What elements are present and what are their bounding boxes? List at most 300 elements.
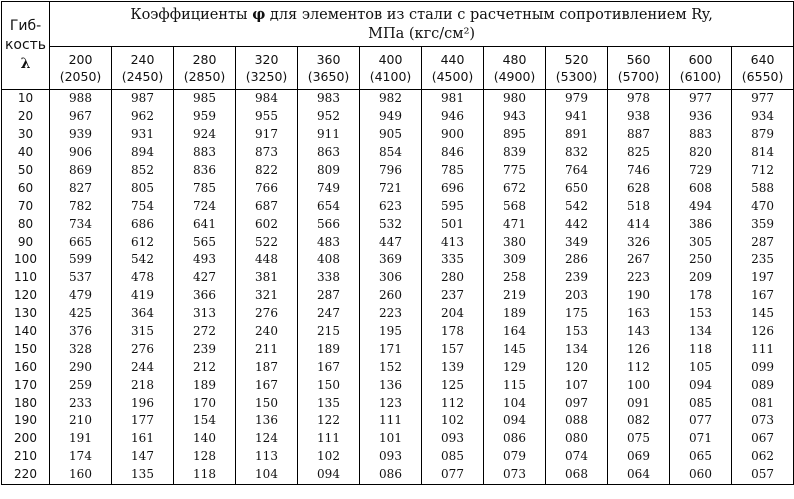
coefficient-cell: 981 [422, 90, 484, 108]
coefficient-cell: 152 [360, 358, 422, 376]
coefficient-cell: 120 [546, 358, 608, 376]
coefficient-cell: 359 [732, 215, 794, 233]
coefficient-cell: 364 [112, 305, 174, 323]
coefficient-cell: 160 [50, 466, 112, 484]
coefficient-cell: 764 [546, 162, 608, 180]
coefficient-cell: 641 [174, 215, 236, 233]
table-row [2, 108, 794, 126]
coefficient-cell: 111 [360, 412, 422, 430]
slenderness-cell: 80 [2, 215, 50, 233]
coefficient-cell: 073 [484, 466, 546, 484]
coefficient-cell: 211 [236, 340, 298, 358]
coefficient-cell: 924 [174, 126, 236, 144]
column-header [484, 47, 546, 90]
coefficient-cell: 112 [422, 394, 484, 412]
coefficient-cell: 984 [236, 90, 298, 108]
table-row [2, 197, 794, 215]
coefficient-cell: 079 [484, 448, 546, 466]
coefficient-cell: 887 [608, 126, 670, 144]
slenderness-cell: 150 [2, 340, 50, 358]
coefficient-cell: 939 [50, 126, 112, 144]
coefficient-cell: 107 [546, 376, 608, 394]
coefficient-cell: 147 [112, 448, 174, 466]
column-header-kgs: (4500) [431, 69, 474, 84]
coefficient-cell: 178 [422, 323, 484, 341]
coefficient-cell: 189 [174, 376, 236, 394]
buckling-coefficient-table-page [0, 1, 794, 499]
coefficient-cell: 219 [484, 287, 546, 305]
coefficient-cell: 195 [360, 323, 422, 341]
slenderness-cell: 90 [2, 233, 50, 251]
table-row [2, 251, 794, 269]
coefficient-cell: 258 [484, 269, 546, 287]
coefficient-cell: 380 [484, 233, 546, 251]
coefficient-cell: 335 [422, 251, 484, 269]
coefficient-cell: 712 [732, 162, 794, 180]
coefficient-cell: 135 [112, 466, 174, 484]
coefficient-cell: 376 [50, 323, 112, 341]
coefficient-cell: 081 [732, 394, 794, 412]
coefficient-cell: 105 [670, 358, 732, 376]
coefficient-cell: 746 [608, 162, 670, 180]
coefficient-cell: 846 [422, 144, 484, 162]
coefficient-cell: 785 [174, 179, 236, 197]
coefficient-cell: 097 [546, 394, 608, 412]
coefficient-cell: 827 [50, 179, 112, 197]
coefficient-cell: 267 [608, 251, 670, 269]
coefficient-cell: 290 [50, 358, 112, 376]
coefficient-cell: 754 [112, 197, 174, 215]
coefficient-cell: 189 [484, 305, 546, 323]
coefficient-cell: 239 [174, 340, 236, 358]
coefficient-cell: 946 [422, 108, 484, 126]
coefficient-cell: 532 [360, 215, 422, 233]
coefficient-cell: 203 [546, 287, 608, 305]
coefficient-cell: 955 [236, 108, 298, 126]
column-header-kgs: (4900) [493, 69, 536, 84]
coefficient-cell: 153 [670, 305, 732, 323]
coefficient-cell: 448 [236, 251, 298, 269]
table-row [2, 466, 794, 484]
column-header [732, 47, 794, 90]
lambda-symbol: λ [20, 56, 31, 72]
coefficient-cell: 215 [298, 323, 360, 341]
coefficient-cell: 104 [236, 466, 298, 484]
coefficient-cell: 139 [422, 358, 484, 376]
coefficient-cell: 093 [360, 448, 422, 466]
table-row [2, 394, 794, 412]
coefficient-cell: 210 [50, 412, 112, 430]
coefficient-cell: 178 [670, 287, 732, 305]
coefficient-cell: 832 [546, 144, 608, 162]
coefficient-cell: 101 [360, 430, 422, 448]
coefficient-cell: 177 [112, 412, 174, 430]
coefficient-cell: 287 [732, 233, 794, 251]
column-header-mpa: 200 [68, 52, 93, 67]
slenderness-cell: 120 [2, 287, 50, 305]
table-row [2, 340, 794, 358]
coefficient-cell: 425 [50, 305, 112, 323]
column-header [670, 47, 732, 90]
coefficient-cell: 209 [670, 269, 732, 287]
coefficient-cell: 123 [360, 394, 422, 412]
coefficient-cell: 126 [608, 340, 670, 358]
coefficient-cell: 167 [236, 376, 298, 394]
coefficient-cell: 082 [608, 412, 670, 430]
slenderness-cell: 50 [2, 162, 50, 180]
coefficient-cell: 427 [174, 269, 236, 287]
coefficient-cell: 654 [298, 197, 360, 215]
coefficient-cell: 074 [546, 448, 608, 466]
coefficient-cell: 938 [608, 108, 670, 126]
table-row [2, 358, 794, 376]
coefficient-cell: 276 [112, 340, 174, 358]
coefficient-cell: 080 [546, 430, 608, 448]
coefficient-cell: 568 [484, 197, 546, 215]
coefficient-cell: 836 [174, 162, 236, 180]
column-header-mpa: 640 [750, 52, 775, 67]
coefficient-cell: 187 [236, 358, 298, 376]
coefficient-cell: 218 [112, 376, 174, 394]
slenderness-cell: 40 [2, 144, 50, 162]
column-header-kgs: (3250) [245, 69, 288, 84]
coefficient-cell: 977 [670, 90, 732, 108]
coefficient-cell: 825 [608, 144, 670, 162]
coefficient-cell: 588 [732, 179, 794, 197]
column-header [112, 47, 174, 90]
coefficient-cell: 197 [732, 269, 794, 287]
coefficient-cell: 085 [670, 394, 732, 412]
coefficient-cell: 321 [236, 287, 298, 305]
coefficient-cell: 309 [484, 251, 546, 269]
coefficient-cell: 272 [174, 323, 236, 341]
coefficient-cell: 237 [422, 287, 484, 305]
coefficient-cell: 985 [174, 90, 236, 108]
coefficient-cell: 154 [174, 412, 236, 430]
coefficient-cell: 442 [546, 215, 608, 233]
coefficient-cell: 612 [112, 233, 174, 251]
coefficient-cell: 479 [50, 287, 112, 305]
coefficient-cell: 766 [236, 179, 298, 197]
table-row [2, 126, 794, 144]
column-header-kgs: (5700) [617, 69, 660, 84]
coefficient-cell: 250 [670, 251, 732, 269]
coefficient-cell: 118 [174, 466, 236, 484]
coefficient-cell: 150 [298, 376, 360, 394]
coefficient-cell: 408 [298, 251, 360, 269]
column-header-mpa: 400 [378, 52, 403, 67]
table-row [2, 305, 794, 323]
slenderness-cell: 100 [2, 251, 50, 269]
column-header-kgs: (2050) [59, 69, 102, 84]
coefficient-cell: 366 [174, 287, 236, 305]
coefficient-cell: 071 [670, 430, 732, 448]
coefficient-cell: 062 [732, 448, 794, 466]
coefficient-cell: 338 [298, 269, 360, 287]
column-header-mpa: 520 [564, 52, 589, 67]
coefficient-cell: 983 [298, 90, 360, 108]
coefficient-cell: 542 [546, 197, 608, 215]
coefficient-cell: 102 [298, 448, 360, 466]
column-header [608, 47, 670, 90]
coefficient-cell: 413 [422, 233, 484, 251]
coefficient-cell: 565 [174, 233, 236, 251]
column-header-mpa: 280 [192, 52, 217, 67]
slenderness-cell: 110 [2, 269, 50, 287]
coefficient-cell: 987 [112, 90, 174, 108]
column-header-row [2, 47, 794, 90]
coefficient-cell: 189 [298, 340, 360, 358]
coefficient-cell: 805 [112, 179, 174, 197]
coefficient-cell: 280 [422, 269, 484, 287]
coefficient-cell: 164 [484, 323, 546, 341]
slenderness-cell: 70 [2, 197, 50, 215]
coefficient-cell: 977 [732, 90, 794, 108]
coefficient-cell: 967 [50, 108, 112, 126]
title-units: МПа (кгс/см²) [368, 25, 476, 42]
coefficient-cell: 057 [732, 466, 794, 484]
coefficient-cell: 163 [608, 305, 670, 323]
coefficient-cell: 852 [112, 162, 174, 180]
coefficient-cell: 276 [236, 305, 298, 323]
coefficient-cell: 128 [174, 448, 236, 466]
coefficient-cell: 223 [360, 305, 422, 323]
coefficient-cell: 115 [484, 376, 546, 394]
coefficient-cell: 067 [732, 430, 794, 448]
slenderness-cell: 20 [2, 108, 50, 126]
coefficient-cell: 136 [360, 376, 422, 394]
coefficient-cell: 696 [422, 179, 484, 197]
column-header-mpa: 600 [688, 52, 713, 67]
slenderness-cell: 170 [2, 376, 50, 394]
slenderness-cell: 160 [2, 358, 50, 376]
coefficient-cell: 891 [546, 126, 608, 144]
slenderness-cell: 210 [2, 448, 50, 466]
coefficient-cell: 077 [670, 412, 732, 430]
coefficient-cell: 247 [298, 305, 360, 323]
coefficient-cell: 470 [732, 197, 794, 215]
coefficient-cell: 687 [236, 197, 298, 215]
table-row [2, 376, 794, 394]
coefficient-cell: 094 [484, 412, 546, 430]
coefficient-cell: 809 [298, 162, 360, 180]
coefficient-cell: 822 [236, 162, 298, 180]
coefficient-cell: 122 [298, 412, 360, 430]
coefficient-cell: 931 [112, 126, 174, 144]
coefficient-cell: 094 [298, 466, 360, 484]
coefficient-cell: 065 [670, 448, 732, 466]
coefficient-cell: 313 [174, 305, 236, 323]
coefficient-cell: 749 [298, 179, 360, 197]
coefficient-cell: 086 [484, 430, 546, 448]
table-row [2, 412, 794, 430]
coefficient-cell: 349 [546, 233, 608, 251]
coefficient-cell: 369 [360, 251, 422, 269]
column-header-kgs: (5300) [555, 69, 598, 84]
column-header-mpa: 320 [254, 52, 279, 67]
column-header-kgs: (6100) [679, 69, 722, 84]
coefficient-cell: 306 [360, 269, 422, 287]
coefficient-cell: 665 [50, 233, 112, 251]
coefficient-cell: 943 [484, 108, 546, 126]
coefficient-cell: 721 [360, 179, 422, 197]
slenderness-cell: 140 [2, 323, 50, 341]
coefficient-cell: 111 [732, 340, 794, 358]
coefficient-cell: 212 [174, 358, 236, 376]
ry-symbol: Ry, [691, 6, 713, 23]
coefficient-cell: 949 [360, 108, 422, 126]
table-row [2, 287, 794, 305]
title-part2: для элементов из стали с расчетным сопротивлением [265, 6, 692, 23]
coefficient-cell: 094 [670, 376, 732, 394]
phi-symbol: φ [252, 5, 266, 23]
coefficient-cell: 129 [484, 358, 546, 376]
coefficient-cell: 171 [360, 340, 422, 358]
coefficient-cell: 936 [670, 108, 732, 126]
coefficient-cell: 869 [50, 162, 112, 180]
coefficient-cell: 729 [670, 162, 732, 180]
table-row [2, 430, 794, 448]
column-header [298, 47, 360, 90]
coefficient-cell: 136 [236, 412, 298, 430]
coefficient-cell: 980 [484, 90, 546, 108]
column-header-kgs: (4100) [369, 69, 412, 84]
coefficient-cell: 235 [732, 251, 794, 269]
coefficient-cell: 471 [484, 215, 546, 233]
table-title [50, 2, 794, 47]
coefficient-cell: 952 [298, 108, 360, 126]
coefficient-cell: 775 [484, 162, 546, 180]
coefficient-cell: 111 [298, 430, 360, 448]
coefficient-cell: 518 [608, 197, 670, 215]
coefficient-cell: 820 [670, 144, 732, 162]
column-header [174, 47, 236, 90]
column-header-mpa: 560 [626, 52, 651, 67]
column-header [50, 47, 112, 90]
column-header-mpa: 360 [316, 52, 341, 67]
coefficient-cell: 134 [546, 340, 608, 358]
coefficient-cell: 628 [608, 179, 670, 197]
table-row [2, 162, 794, 180]
table-title-row [2, 2, 794, 47]
slenderness-cell: 130 [2, 305, 50, 323]
coefficient-cell: 941 [546, 108, 608, 126]
coefficient-cell: 167 [732, 287, 794, 305]
coefficient-cell: 623 [360, 197, 422, 215]
column-header-kgs: (6550) [741, 69, 784, 84]
coefficient-cell: 157 [422, 340, 484, 358]
coefficient-cell: 962 [112, 108, 174, 126]
column-header [360, 47, 422, 90]
column-header-mpa: 240 [130, 52, 155, 67]
coefficient-cell: 093 [422, 430, 484, 448]
coefficient-cell: 934 [732, 108, 794, 126]
slenderness-cell: 190 [2, 412, 50, 430]
coefficient-cell: 501 [422, 215, 484, 233]
coefficient-cell: 608 [670, 179, 732, 197]
coefficient-cell: 060 [670, 466, 732, 484]
coefficient-cell: 086 [360, 466, 422, 484]
table-body [2, 90, 794, 485]
column-header [546, 47, 608, 90]
coefficient-cell: 064 [608, 466, 670, 484]
coefficient-cell: 145 [484, 340, 546, 358]
coefficient-cell: 073 [732, 412, 794, 430]
coefficient-cell: 854 [360, 144, 422, 162]
column-header [422, 47, 484, 90]
coefficient-cell: 135 [298, 394, 360, 412]
coefficient-cell: 124 [236, 430, 298, 448]
coefficient-cell: 100 [608, 376, 670, 394]
coefficient-cell: 905 [360, 126, 422, 144]
coefficient-cell: 088 [546, 412, 608, 430]
coefficient-cell: 170 [174, 394, 236, 412]
coefficient-cell: 143 [608, 323, 670, 341]
slenderness-cell: 60 [2, 179, 50, 197]
coefficient-cell: 191 [50, 430, 112, 448]
coefficient-cell: 091 [608, 394, 670, 412]
table-row [2, 233, 794, 251]
coefficient-cell: 419 [112, 287, 174, 305]
slenderness-cell: 10 [2, 90, 50, 108]
coefficient-cell: 075 [608, 430, 670, 448]
coefficient-cell: 326 [608, 233, 670, 251]
coefficient-cell: 233 [50, 394, 112, 412]
table-row [2, 448, 794, 466]
coefficient-cell: 522 [236, 233, 298, 251]
coefficient-cell: 118 [670, 340, 732, 358]
coefficient-cell: 240 [236, 323, 298, 341]
coefficient-cell: 537 [50, 269, 112, 287]
coefficient-cell: 068 [546, 466, 608, 484]
slenderness-cell: 220 [2, 466, 50, 484]
table-row [2, 269, 794, 287]
coefficient-cell: 069 [608, 448, 670, 466]
coefficient-cell: 126 [732, 323, 794, 341]
coefficient-cell: 873 [236, 144, 298, 162]
coefficient-cell: 102 [422, 412, 484, 430]
coefficient-cell: 734 [50, 215, 112, 233]
coefficient-cell: 104 [484, 394, 546, 412]
slenderness-cell: 200 [2, 430, 50, 448]
coefficient-cell: 814 [732, 144, 794, 162]
coefficient-cell: 134 [670, 323, 732, 341]
coefficient-cell: 113 [236, 448, 298, 466]
title-part1: Коэффициенты [130, 6, 253, 23]
coefficient-cell: 386 [670, 215, 732, 233]
coefficient-cell: 447 [360, 233, 422, 251]
coefficient-cell: 979 [546, 90, 608, 108]
coefficient-cell: 161 [112, 430, 174, 448]
coefficient-cell: 650 [546, 179, 608, 197]
coefficient-cell: 223 [608, 269, 670, 287]
table-row [2, 215, 794, 233]
slenderness-header [2, 2, 50, 90]
coefficient-cell: 542 [112, 251, 174, 269]
coefficient-cell: 917 [236, 126, 298, 144]
coefficient-cell: 315 [112, 323, 174, 341]
coefficient-cell: 140 [174, 430, 236, 448]
coefficient-cell: 782 [50, 197, 112, 215]
coefficient-cell: 599 [50, 251, 112, 269]
coefficient-cell: 978 [608, 90, 670, 108]
coefficient-cell: 959 [174, 108, 236, 126]
coefficient-cell: 879 [732, 126, 794, 144]
coefficient-cell: 900 [422, 126, 484, 144]
slenderness-cell: 180 [2, 394, 50, 412]
coefficient-cell: 883 [174, 144, 236, 162]
coefficient-cell: 478 [112, 269, 174, 287]
